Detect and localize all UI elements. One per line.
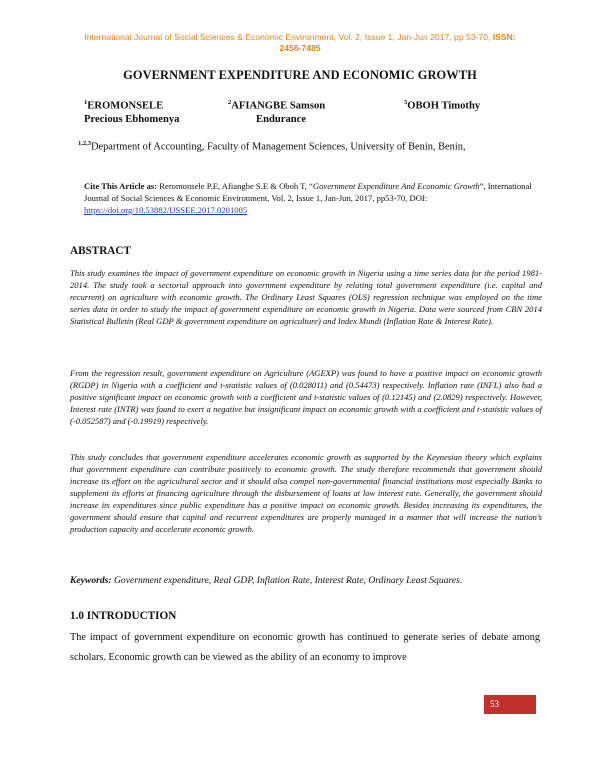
affiliation-text: Department of Accounting, Faculty of Management Sciences, University of Benin, Benin, <box>91 141 466 153</box>
affiliation-sup: 1,2,3 <box>78 140 91 147</box>
journal-header <box>60 32 540 53</box>
cite-article-title: Government Expenditure And Economic Growth <box>312 181 480 191</box>
abstract-paragraph-1: This study examines the impact of government expenditure on economic growth in Nigeria using a time series data for the period 1981-2014. The study took a sectorial approach into government expenditure by relating total government expenditure (i.e. capital and recurrent) on agriculture with economic growth. The Ordinary Least Squares (OLS) regression technique was employed on the time series data in order to study the impact of government expenditure on economic growth in Nigeria. Data were sourced from CBN 2014 Statistical Bulletin (Real GDP & government expenditure on agriculture) and Index Mundi (Inflation Rate & Interest Rate). <box>70 268 542 326</box>
introduction-text: The impact of government expenditure on economic growth has continued to generate series of debate among scholars. Economic growth can be viewed as the ability of an economy to improve <box>70 632 540 663</box>
author-3-sup: 3 <box>404 99 408 106</box>
introduction-heading: 1.0 INTRODUCTION <box>70 610 177 622</box>
citation-block <box>84 180 538 216</box>
author-2-sup: 2 <box>228 99 232 106</box>
author-1 <box>84 96 179 126</box>
issn-number: 2456-7485 <box>279 42 321 53</box>
paper-title: GOVERNMENT EXPENDITURE AND ECONOMIC GROWTH <box>123 68 477 82</box>
abstract-paragraph-2: From the regression result, government expenditure on Agriculture (AGEXP) was found to have a positive impact on economic growth (RGDP) in Nigeria with a coefficient and t-statistic values of (0.028011) and (0.54473) respectively. Inflation rate (INFL) also had a positive significant impact on economic growth with a coefficient and t-statistic values of (0.12145) and (2.0829) respectively. However, Interest rate (INTR) was found to exert a negative but insignificant impact on economic growth with a coefficient and t-statistic values of (-0.052587) and (-0.19919) respectively. <box>70 368 542 426</box>
issn-label: ISSN: <box>492 32 516 42</box>
affiliation <box>78 140 466 152</box>
cite-lead: Cite This Article as: <box>84 181 158 191</box>
author-2-name-line1: AFIANGBE Samson <box>231 100 326 112</box>
abstract-heading: ABSTRACT <box>70 245 131 257</box>
keywords-text: Government expenditure, Real GDP, Inflation Rate, Interest Rate, Ordinary Least Squares. <box>111 575 463 586</box>
keywords-label: Keywords: <box>70 575 112 586</box>
author-3 <box>404 96 480 113</box>
cite-rest: ”, International Journal of Social Sciences & Economic Environment, Vol. 2, Issue 1, Jan-Jun, 2017, pp53-70, DOI: <box>84 181 532 203</box>
author-1-name-line2: Precious Ebhomenya <box>84 113 180 125</box>
keywords <box>70 575 542 587</box>
author-3-name-line1: OBOH Timothy <box>407 100 481 112</box>
page-number: 53 <box>484 695 536 714</box>
cite-authors: Reromonsele P.E, Afiangbe S.E & Oboh T, “ <box>157 181 313 191</box>
author-2-name-line2: Endurance <box>256 113 307 125</box>
author-1-sup: 1 <box>84 99 88 106</box>
author-1-name-line1: EROMONSELE <box>87 100 164 112</box>
doi-link[interactable]: https://doi.org/10.53882/IJSSEE.2017.0201005 <box>84 205 248 215</box>
author-2 <box>228 96 325 126</box>
abstract-paragraph-3: This study concludes that government expenditure accelerates economic growth as supported by the Keynesian theory which explains that government expenditure can contribute positively to economic growth. The study therefore recommends that government should increase its effort on the agricultural sector and it should also compel non-governmental financial institutions most especially Banks to supplement its efforts at financing agriculture through the disbursement of loans at low interest rate. Generally, the government should increase its expenditures since public expenditure has a positive impact on economic growth. Besides increasing its expenditures, the government should ensure that capital and recurrent expenditures are properly managed in a manner that will increase the nation’s production capacity and accelerate economic growth. <box>70 452 542 534</box>
journal-citation-line: International Journal of Social Sciences & Economic Environment, Vol. 2, Issue 1, Jan-Jun 2017, pp 53-70, <box>84 32 493 42</box>
